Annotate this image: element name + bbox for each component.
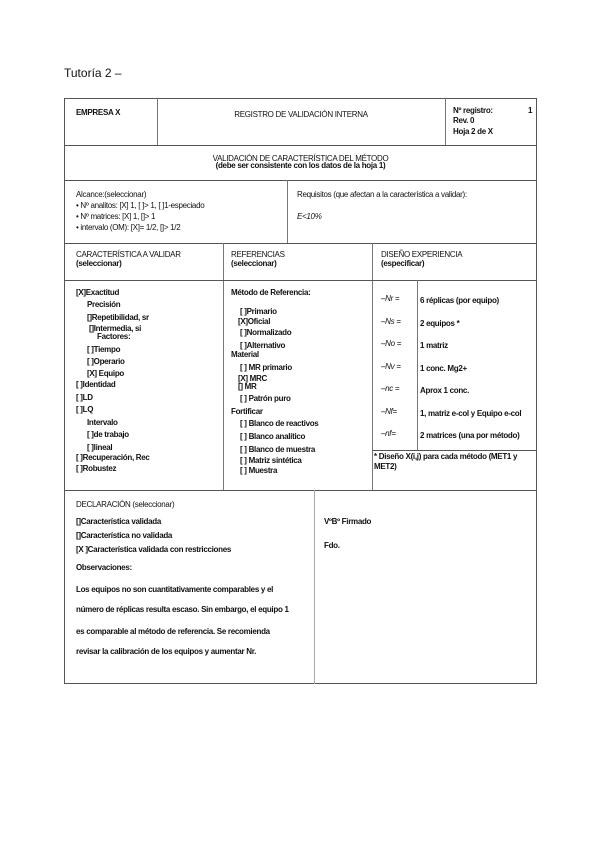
declaracion-title: DECLARACIÓN (seleccionar) bbox=[76, 500, 175, 509]
diseno-value: 1 matriz bbox=[420, 341, 448, 350]
diseno-key: –nc = bbox=[381, 384, 400, 393]
referencias-item: [] MR bbox=[238, 382, 257, 391]
observaciones-line: es comparable al método de referencia. Se recomienda bbox=[76, 627, 270, 636]
diseno-key: –Nf= bbox=[381, 406, 397, 416]
diseno-key: –Nv = bbox=[381, 361, 401, 371]
section-title: VALIDACIÓN DE CARACTERÍSTICA DEL MÉTODO bbox=[212, 154, 389, 163]
observaciones-label: Observaciones: bbox=[76, 563, 132, 572]
diseno-title: DISEÑO EXPERIENCIA bbox=[381, 250, 463, 259]
referencias-item: [ ]Alternativo bbox=[240, 341, 286, 350]
observaciones-line: revisar la calibración de los equipos y aumentar Nr. bbox=[76, 647, 257, 656]
diseno-key: –No = bbox=[381, 339, 402, 348]
divider bbox=[372, 450, 537, 451]
caracteristica-item: [X] Equipo bbox=[87, 369, 124, 378]
referencias-title: REFERENCIAS bbox=[231, 250, 285, 259]
referencias-item: [X] MRC bbox=[238, 374, 268, 383]
divider bbox=[417, 280, 418, 450]
observaciones-line: número de réplicas resulta escaso. Sin embargo, el equipo 1 bbox=[76, 605, 289, 614]
alcance-line: • Nº analitos: [X] 1, [ ]> 1, [ ]1-especiado bbox=[76, 201, 205, 210]
company: EMPRESA X bbox=[76, 108, 121, 117]
diseno-key: –nf= bbox=[381, 429, 396, 438]
referencias-item: Fortificar bbox=[231, 407, 263, 416]
form-title: REGISTRO DE VALIDACIÓN INTERNA bbox=[234, 110, 368, 119]
divider bbox=[445, 98, 446, 145]
diseno-value: 1 conc. Mg2+ bbox=[420, 363, 467, 373]
divider bbox=[64, 490, 537, 491]
caracteristica-item: [ ]Identidad bbox=[76, 380, 116, 389]
caracteristica-item: Intervalo bbox=[87, 418, 118, 427]
record-value: 1 bbox=[528, 106, 533, 115]
caracteristica-item: Factores: bbox=[97, 332, 131, 341]
requisitos-value: E<10% bbox=[297, 212, 322, 221]
diseno-key: –Nr = bbox=[381, 294, 400, 303]
firmado: Fdo. bbox=[324, 541, 340, 550]
referencias-subtitle: (seleccionar) bbox=[231, 259, 277, 268]
caracteristica-title: CARACTERÍSTICA A VALIDAR bbox=[76, 250, 181, 259]
diseno-value: Aprox 1 conc. bbox=[420, 386, 470, 395]
referencias-item: [ ] Blanco de reactivos bbox=[240, 419, 319, 428]
divider bbox=[287, 180, 288, 243]
declaracion-option: []Característica no validada bbox=[76, 531, 173, 540]
revision: Rev. 0 bbox=[453, 116, 475, 125]
referencias-item: [ ] Blanco de muestra bbox=[240, 445, 316, 454]
caracteristica-item: []Intermedia, si bbox=[89, 324, 142, 333]
caracteristica-item: [ ]lineal bbox=[87, 443, 113, 452]
caracteristica-item: [ ]de trabajo bbox=[87, 430, 129, 439]
caracteristica-item: Precisión bbox=[87, 300, 121, 309]
alcance-title: Alcance:(seleccionar) bbox=[76, 190, 147, 199]
section-subtitle: (debe ser consistente con los datos de la hoja 1) bbox=[215, 161, 386, 170]
divider bbox=[64, 145, 537, 146]
vobo: VºBº Firmado bbox=[324, 517, 372, 526]
diseno-key: –Ns = bbox=[381, 316, 401, 326]
diseno-value: 2 matrices (una por método) bbox=[420, 431, 520, 440]
record-label: Nº registro: bbox=[453, 106, 493, 115]
doc-title: Tutoría 2 – bbox=[64, 66, 122, 80]
referencias-item: [X]Oficial bbox=[238, 317, 271, 326]
observaciones-line: Los equipos no son cuantitativamente comparables y el bbox=[76, 585, 274, 594]
caracteristica-item: [ ]Tiempo bbox=[87, 345, 121, 354]
divider bbox=[314, 490, 315, 684]
referencias-item: [ ] MR primario bbox=[240, 363, 292, 372]
referencias-item: [ ]Normalizado bbox=[240, 328, 292, 337]
diseno-value: 1, matriz e-col y Equipo e-col bbox=[420, 408, 522, 418]
referencias-item: [ ] Matriz sintética bbox=[240, 456, 302, 465]
divider bbox=[157, 98, 158, 145]
diseno-subtitle: (especificar) bbox=[381, 259, 425, 268]
divider bbox=[64, 243, 537, 244]
referencias-item: [ ]Primario bbox=[240, 307, 277, 316]
requisitos-title: Requisitos (que afectan a la característica a validar): bbox=[297, 190, 467, 199]
referencias-item: [ ] Blanco analítico bbox=[240, 432, 306, 441]
referencias-item: [ ] Patrón puro bbox=[240, 394, 291, 403]
declaracion-option: [X ]Característica validada con restricciones bbox=[76, 545, 232, 554]
referencias-item: Método de Referencia: bbox=[231, 288, 311, 297]
referencias-item: [ ] Muestra bbox=[240, 466, 278, 475]
caracteristica-item: [ ]LQ bbox=[76, 405, 94, 414]
caracteristica-item: [ ]Robustez bbox=[76, 464, 117, 473]
sheet: Hoja 2 de X bbox=[453, 127, 493, 136]
caracteristica-item: [ ]Recuperación, Rec bbox=[76, 453, 150, 462]
caracteristica-item: [ ]LD bbox=[76, 393, 93, 402]
caracteristica-item: []Repetibilidad, sr bbox=[87, 313, 149, 322]
alcance-line: • Nº matrices: [X] 1, []> 1 bbox=[76, 212, 156, 221]
referencias-item: Material bbox=[231, 350, 259, 359]
caracteristica-item: [ ]Operario bbox=[87, 357, 125, 366]
caracteristica-item: [X]Exactitud bbox=[76, 288, 120, 297]
caracteristica-subtitle: (seleccionar) bbox=[76, 259, 122, 268]
diseno-value: 6 réplicas (por equipo) bbox=[420, 296, 499, 305]
diseno-value: 2 equipos * bbox=[420, 318, 460, 328]
diseno-note: * Diseño X(i,j) para cada método (MET1 y MET2) bbox=[374, 452, 518, 471]
divider bbox=[64, 180, 537, 181]
divider bbox=[64, 280, 537, 281]
alcance-line: • intervalo (OM): [X]= 1/2, []> 1/2 bbox=[76, 223, 181, 232]
declaracion-option: []Característica validada bbox=[76, 517, 161, 526]
